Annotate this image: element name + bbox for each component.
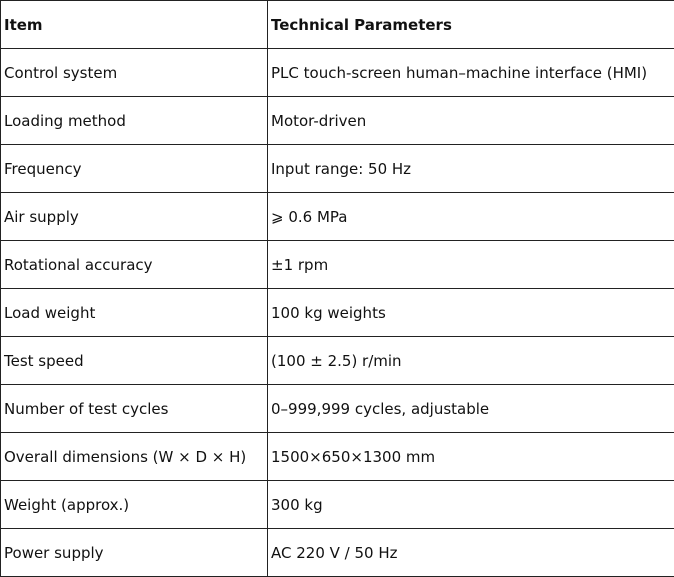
row-item-label: Air supply — [1, 193, 268, 241]
row-parameter-value: 300 kg — [268, 481, 674, 529]
row-item-label: Rotational accuracy — [1, 241, 268, 289]
table-row — [1, 385, 674, 433]
table-row — [1, 145, 674, 193]
row-parameter-value: ⩾ 0.6 MPa — [268, 193, 674, 241]
row-parameter-value: (100 ± 2.5) r/min — [268, 337, 674, 385]
table-row — [1, 241, 674, 289]
row-item-label: Overall dimensions (W × D × H) — [1, 433, 268, 481]
table-row — [1, 337, 674, 385]
row-parameter-value: Input range: 50 Hz — [268, 145, 674, 193]
row-parameter-value: AC 220 V / 50 Hz — [268, 529, 674, 577]
row-item-label: Test speed — [1, 337, 268, 385]
row-parameter-value: ±1 rpm — [268, 241, 674, 289]
table-row — [1, 97, 674, 145]
row-item-label: Frequency — [1, 145, 268, 193]
row-parameter-value: 100 kg weights — [268, 289, 674, 337]
table-row — [1, 289, 674, 337]
header-row — [1, 1, 674, 49]
row-item-label: Weight (approx.) — [1, 481, 268, 529]
row-item-label: Power supply — [1, 529, 268, 577]
row-item-label: Control system — [1, 49, 268, 97]
row-item-label: Load weight — [1, 289, 268, 337]
row-parameter-value: Motor-driven — [268, 97, 674, 145]
row-parameter-value: 0–999,999 cycles, adjustable — [268, 385, 674, 433]
row-parameter-value: 1500×650×1300 mm — [268, 433, 674, 481]
header-technical-parameters: Technical Parameters — [268, 1, 674, 49]
table-row — [1, 49, 674, 97]
row-parameter-value: PLC touch-screen human–machine interface (HMI) — [268, 49, 674, 97]
table-row — [1, 529, 674, 577]
row-item-label: Number of test cycles — [1, 385, 268, 433]
row-item-label: Loading method — [1, 97, 268, 145]
table-row — [1, 433, 674, 481]
header-item: Item — [1, 1, 268, 49]
table-row — [1, 193, 674, 241]
table-row — [1, 481, 674, 529]
